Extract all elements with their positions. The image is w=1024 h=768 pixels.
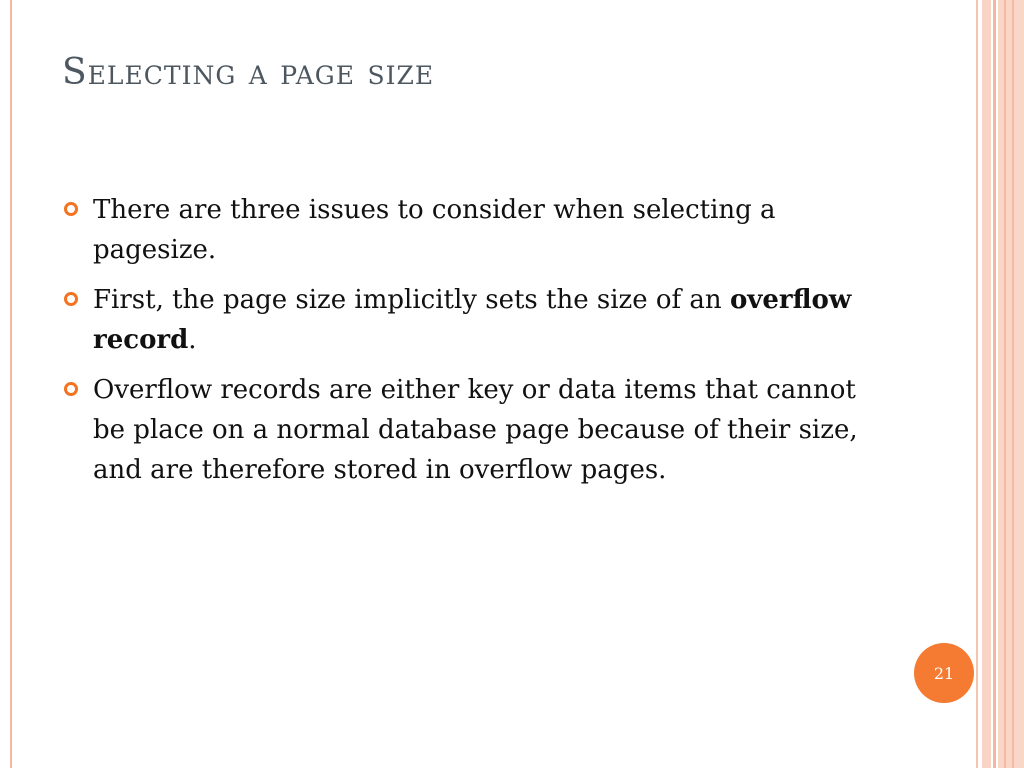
right-stripe	[976, 0, 978, 768]
bullet-circle-icon	[64, 202, 78, 216]
bullet-list	[64, 190, 864, 500]
bullet-text-end: .	[188, 325, 197, 355]
slide-title: Selecting a page size	[62, 52, 435, 93]
bullet-text: First, the page size implicitly sets the size of an	[93, 285, 730, 315]
page-number-badge	[914, 643, 974, 703]
bullet-circle-icon	[64, 382, 78, 396]
right-stripe	[982, 0, 991, 768]
bullet-item	[64, 280, 864, 360]
bullet-item	[64, 370, 864, 490]
left-border-line	[10, 0, 12, 768]
right-stripe	[998, 0, 1024, 768]
right-stripe	[1012, 0, 1014, 768]
page-number: 21	[933, 663, 955, 683]
bullet-text: Overflow records are either key or data items that cannot be place on a normal database page because of their size, and are therefore stored in overflow pages.	[93, 375, 858, 485]
bullet-circle-icon	[64, 292, 78, 306]
bullet-item	[64, 190, 864, 270]
right-stripe	[1004, 0, 1006, 768]
bullet-text: There are three issues to consider when selecting a pagesize.	[93, 195, 776, 265]
right-stripe	[993, 0, 996, 768]
bold-term: overflow record	[93, 285, 852, 355]
